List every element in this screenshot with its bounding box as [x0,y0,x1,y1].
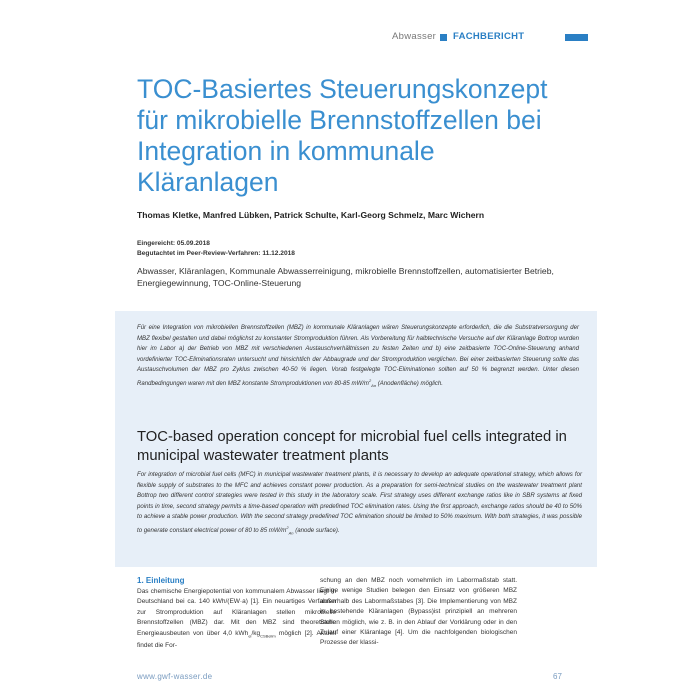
received-date: Eingereicht: 05.09.2018 [137,240,210,247]
abstract-english [137,470,582,538]
abstract-english-sub: An [288,529,294,535]
column-1-text-a: Das chemische Energiepotential von kommunalem Abwasser liegt in Deutschland bei ca. 140 kWh/(EW·a) [1]. Ein neuartiges Verfahren zur Stromproduktion auf Kläranlagen stellen mikrobielle Brennstoffzellen (MBZ) dar. Mit den MBZ sind theoretische Energieausbeuten von über 4,0 kWh [137,588,336,637]
english-title: TOC-based operation concept for microbial fuel cells integrated in municipal wastewater treatment plants [137,429,567,464]
abstract-german-exp: 2 [368,377,372,383]
section-heading: 1. Einleitung [137,576,185,585]
abstract-english-tail: (anode surface). [293,526,340,534]
column-1-sub-1: el [248,632,252,638]
column-1-sub-2: CSBelim [260,632,276,638]
body-column-1 [137,576,336,652]
body-column-2: schung an den MBZ noch vornehmlich im Labormaßstab statt. Einige wenige Studien belegen den Einsatz von größeren MBZ außerhalb des Labormaßstabes [3]. Die Implementierung von MBZ in bestehende Kläranlagen (Bypass)ist prinzipiell an mehreren Stellen möglich, wie z. B. in den Ablauf der Vorklärung oder in den Zulauf einer Kläranlage [4]. Um die nachfolgenden biologischen Prozesse der klassi- [320,577,517,647]
column-1-text-b: möglich [2]. Aktuell findet die For- [137,629,337,650]
header-accent-square [440,34,447,41]
header-section-label: Abwasser [392,31,437,42]
abstract-german [137,323,579,391]
abstract-german-text: Für eine Integration von mikrobiellen Brennstoffzellen (MBZ) in kommunale Kläranlagen wären Steuerungskonzepte erforderlich, die die Substratversorgung der MBZ flexibel gestalten und dabei möglichst zu konstanter Stromproduktion führen. Als Vorbereitung für halbtechnische Versuche auf der Kläranlage Bottrop wurden hier im Labor a) der Betrieb von MBZ mit verschiedenen Austauschverhältnissen zu festen Zeiten und b) eine zeitbasierte TOC-Online-Steuerung anhand vordefinierter TOC-Eliminationsraten untersucht und hinsichtlich der Abbaugrade und der Stromproduktion verglichen. Bei einer zeitbasierten Steuerung sollte das Austauschvolumen der MBZ pro Zyklus zwischen 40-50 % liegen. Vorab festgelegte TOC-Eliminationen sollten auf 50 % begrenzt werden. Unter diesen Randbedingungen waren mit den MBZ konstante Stromproduktionen von 80-85 mW/m [137,325,579,387]
submission-dates [137,239,295,259]
reviewed-date: Begutachtet im Peer-Review-Verfahren: 11.12.2018 [137,250,295,257]
abstract-german-sub: An [371,382,377,388]
abstract-english-exp: 2 [286,524,289,530]
authors: Thomas Kletke, Manfred Lübken, Patrick Schulte, Karl-Georg Schmelz, Marc Wichern [137,210,485,220]
article-title: TOC-Basiertes Steuerungskonzept für mikrobielle Brennstoffzellen bei Integration in kommunale Kläranlagen [137,74,548,197]
header-type-label: FACHBERICHT [453,31,525,42]
page-number: 67 [553,672,562,681]
keywords: Abwasser, Kläranlagen, Kommunale Abwasserreinigung, mikrobielle Brennstoffzellen, automatisierter Betrieb, Energiegewinnung, TOC-Online-Steuerung [137,266,554,288]
abstract-german-tail: (Anodenfläche) möglich. [376,380,443,387]
footer-url-link[interactable]: www.gwf-wasser.de [137,672,213,681]
header-accent-bar [565,34,588,41]
abstract-english-text: For integration of microbial fuel cells (MFC) in municipal wastewater treatment plants, it is necessary to develop an adequate operational strategy, which allows for flexible supply of substrates to the MFC and achieves constant power production. As a preparation for semi-technical studies on the wastewater treatment plant Bottrop two different control strategies were tested in this study in the laboratory scale. First strategy uses different exchange ratios like in SBR systems at fixed points in time, second strategy permits a time-based operation with predefined TOC elimination rates. Using the first approach, exchange ratios should be 40 to 50% to achieve a stable power production. With the second strategy predefined TOC elimination should be limited to 50% maximum. With both strategies, it was possible to generate constant electrical power of 80 to 85 mW/m [137,471,582,534]
column-1-text-mid: /kg [251,629,261,637]
